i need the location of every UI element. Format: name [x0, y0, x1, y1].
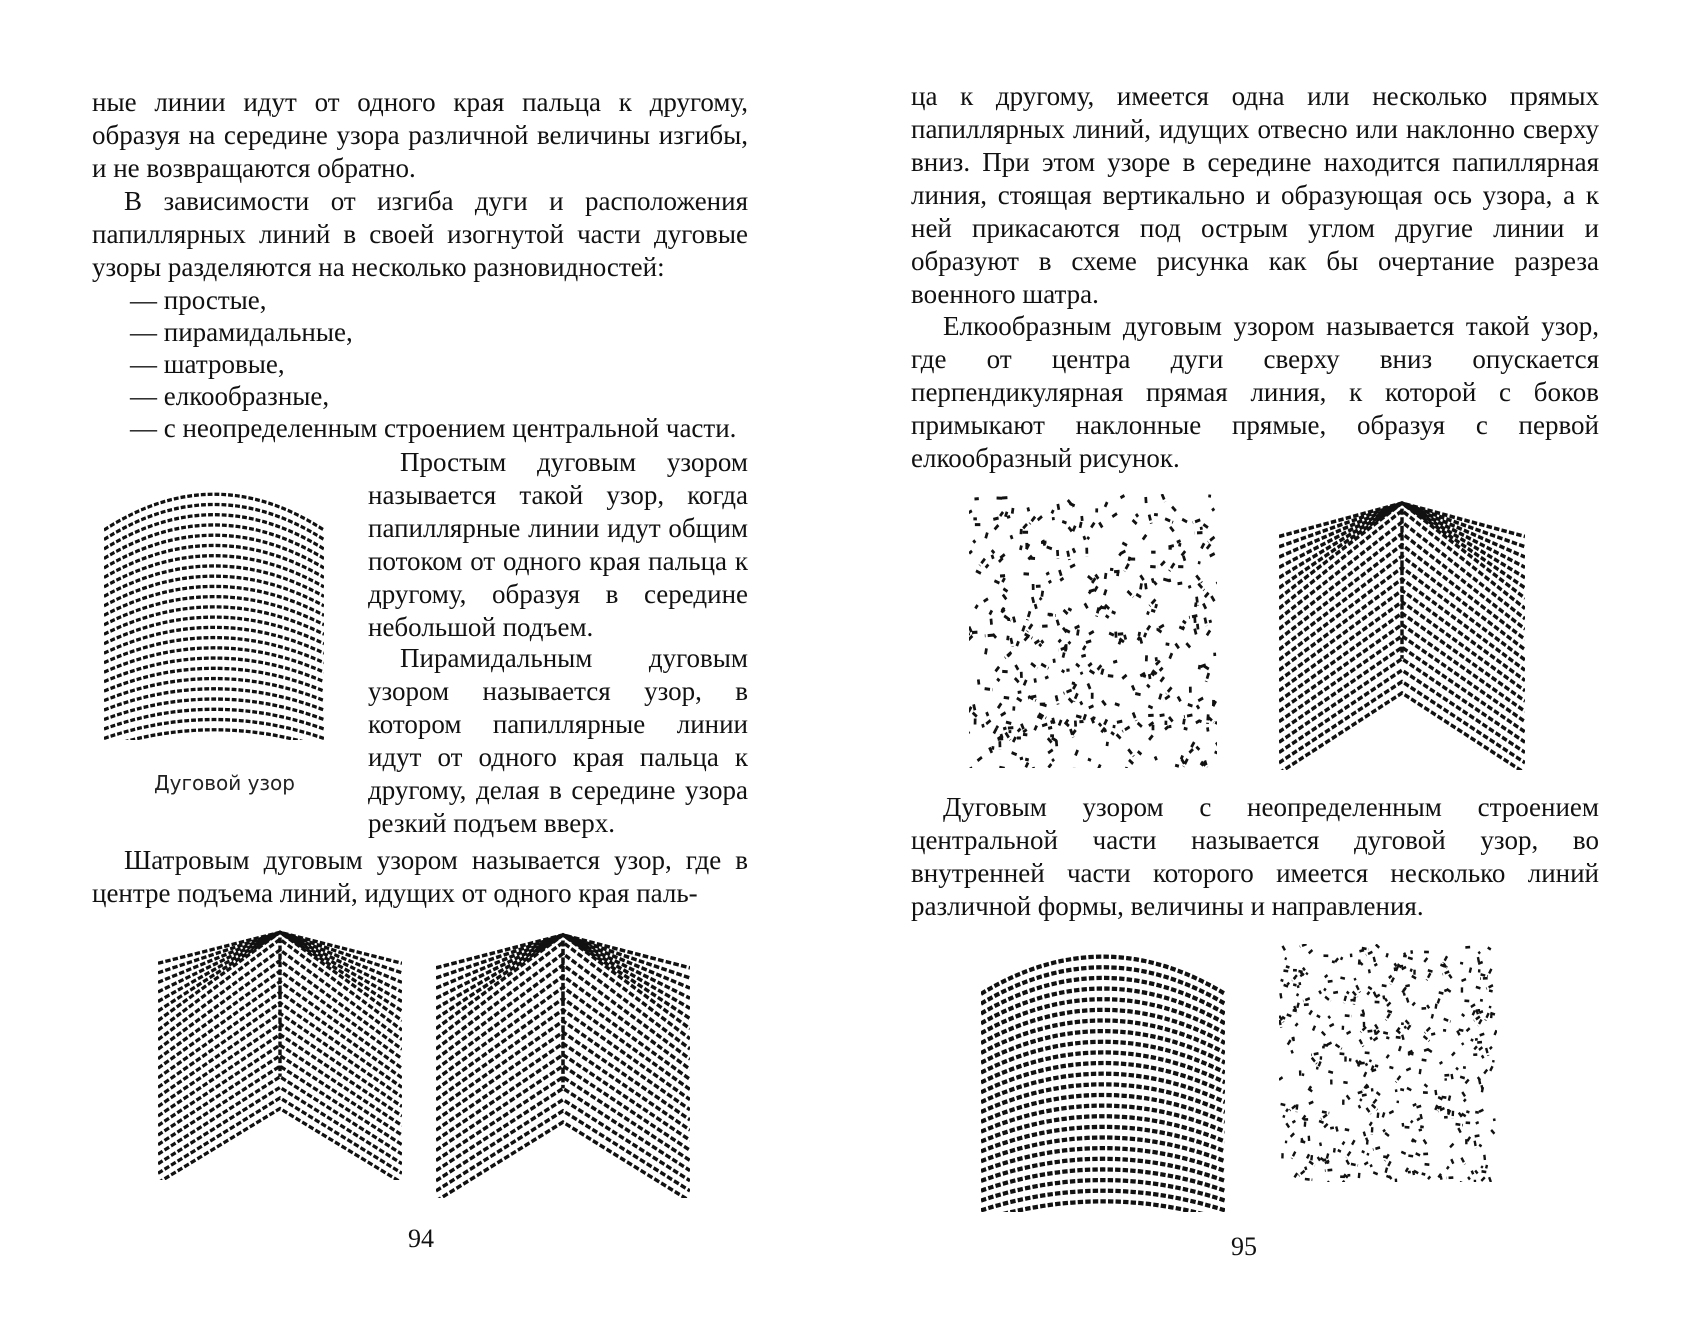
page-number: 94 [408, 1224, 434, 1253]
ridge-lines [1279, 503, 1525, 770]
list-item: — елкообразные, [130, 380, 750, 412]
left-paragraph-2: В зависимости от изгиба дуги и расположения папиллярных линий в своей изогнутой части дуговые узоры разделяются на несколько разновидностей: [92, 186, 748, 282]
list-item: — шатровые, [130, 348, 750, 380]
right-page [843, 0, 1687, 1337]
list-item: — простые, [130, 284, 750, 316]
fingerprint-spruce-arch-2 [1279, 492, 1525, 770]
ridge-lines [158, 932, 402, 1180]
list-item: — с неопределенным строением центральной части. [130, 412, 750, 444]
fingerprint-tented-arch-2 [436, 924, 690, 1198]
list-item: — пирамидальные, [130, 316, 750, 348]
left-page [0, 0, 843, 1337]
fingerprint-simple-arch [104, 484, 324, 740]
fingerprint-undefined-center-2 [1279, 944, 1497, 1182]
fingerprint-spruce-arch-1 [969, 494, 1217, 768]
left-paragraph-3: Простым дуговым узором называется такой узор, когда папиллярные линии идут общим потоком от одного края пальца к другому, образуя в середине небольшой подъем. [368, 447, 748, 642]
ridge-lines [436, 935, 690, 1198]
left-paragraph-1: ные линии идут от одного края пальца к другому, образуя на середине узора различной величины изгибы, и не возвращаются обратно. [92, 87, 748, 183]
left-paragraph-4: Пирамидальным дуговым узором называется узор, в котором папиллярные линии идут от одного края пальца к другому, делая в середине узора резкий подъем вверх. [368, 643, 748, 838]
ridge-lines [969, 494, 1217, 768]
ridge-lines [1279, 944, 1496, 1182]
page-number: 95 [1231, 1232, 1257, 1261]
right-paragraph-2: Елкообразным дуговым узором называется такой узор, где от центра дуги сверху вниз опускается перпендикулярная прямая линия, к которой с боков примыкают наклонные прямые, образуя с первой елкообразный рисунок. [911, 311, 1599, 473]
ridge-lines [104, 494, 324, 740]
left-paragraph-5: Шатровым дуговым узором называется узор, где в центре подъема линий, идущих от одного края паль- [92, 845, 748, 908]
right-paragraph-1: ца к другому, имеется одна или несколько прямых папиллярных линий, идущих отвесно или наклонно сверху вниз. При этом узоре в середине находится папиллярная линия, стоящая вертикально и образующая ось узора, а к ней прикасаются под острым углом другие линии и образуют в схеме рисунка как бы очертание разреза военного шатра. [911, 81, 1599, 309]
fingerprint-undefined-center-1 [981, 946, 1225, 1212]
fingerprint-tented-arch-1 [158, 922, 402, 1180]
ridge-lines [981, 957, 1225, 1212]
right-paragraph-3: Дуговым узором с неопределенным строением центральной части называется дуговой узор, во внутренней части которого имеется несколько линий различной формы, величины и направления. [911, 792, 1599, 921]
pattern-types-list [130, 284, 750, 444]
figure-caption: Дуговой узор [154, 771, 295, 795]
